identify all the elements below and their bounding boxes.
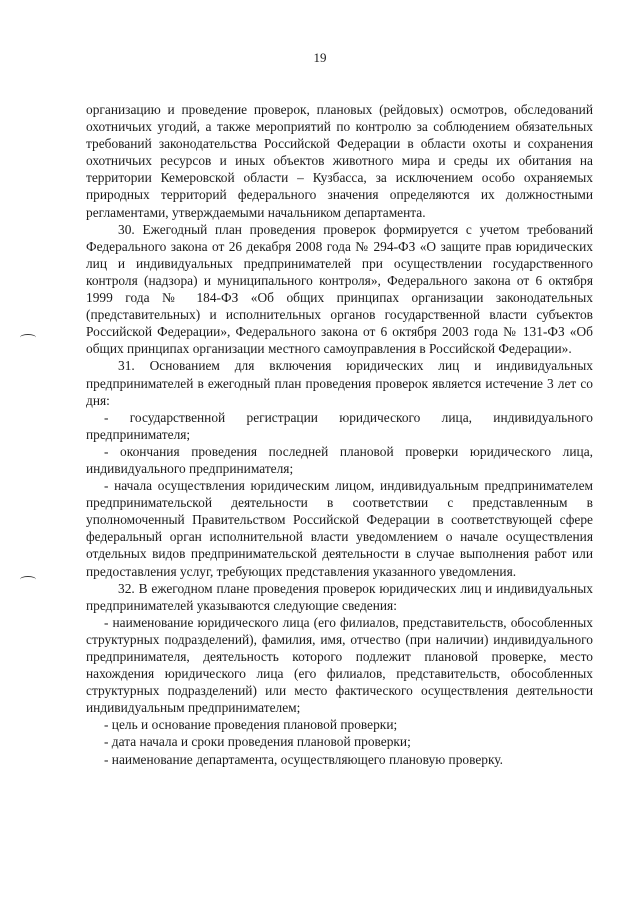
paragraph-item-32: 32. В ежегодном плане проведения проверок юридических лиц и индивидуальных предпринимателей указываются следующие сведения:	[86, 580, 593, 613]
list-item: - начала осуществления юридическим лицом, индивидуальным предпринимателем предпринимательской деятельности в соответствии с представленным в уполномоченный Правительством Российской Федерации в соответствующей сфере федеральный орган исполнительной власти уведомлением о начале осуществления отдельных видов предпринимательской деятельности в случае выполнения работ или предоставления услуг, требующих представления указанного уведомления.	[86, 478, 593, 579]
list-item: - наименование юридического лица (его филиалов, представительств, обособленных структурных подразделений), фамилия, имя, отчество (при наличии) индивидуального предпринимателя, деятельность которого подлежит плановой проверке, место нахождения юридического лица (его филиалов, представительств, обособленных структурных подразделений) или место фактического осуществления деятельности индивидуальным предпринимателем;	[86, 614, 593, 716]
list-item: - наименование департамента, осуществляющего плановую проверку.	[104, 751, 503, 767]
document-body	[86, 101, 593, 768]
list-item: - цель и основание проведения плановой проверки;	[104, 717, 398, 733]
paragraph-item-31: 31. Основанием для включения юридических лиц и индивидуальных предпринимателей в ежегодный план проведения проверок является истечение 3 лет со дня:	[86, 358, 593, 408]
page-number: 19	[313, 50, 327, 65]
scan-artifact-mark	[20, 334, 36, 341]
list-item: - государственной регистрации юридического лица, индивидуального предпринимателя;	[86, 409, 593, 442]
scan-artifact-mark	[20, 576, 36, 583]
list-item: - окончания проведения последней плановой проверки юридического лица, индивидуального предпринимателя;	[86, 443, 593, 476]
list-item: - дата начала и сроки проведения плановой проверки;	[104, 734, 411, 750]
paragraph-continuation: организацию и проведение проверок, плановых (рейдовых) осмотров, обследований охотничьих угодий, а также мероприятий по контролю за соблюдением обязательных требований законодательства Российской Федерации в области охоты и сохранения охотничьих ресурсов и иных объектов животного мира и среды их обитания на территории Кемеровской области – Кузбасса, за исключением особо охраняемых природных территорий федерального значения определяются их должностными регламентами, утверждаемыми начальником департамента.	[86, 102, 593, 220]
paragraph-item-30: 30. Ежегодный план проведения проверок формируется с учетом требований Федерального закона от 26 декабря 2008 года № 294-ФЗ «О защите прав юридических лиц и индивидуальных предпринимателей при осуществлении государственного контроля (надзора) и муниципального контроля», Федерального закона от 6 октября 1999 года № 184-ФЗ «Об общих принципах организации законодательных (представительных) и исполнительных органов государственной власти субъектов Российской Федерации», Федерального закона от 6 октября 2003 года № 131-ФЗ «Об общих принципах организации местного самоуправления в Российской Федерации».	[86, 221, 593, 357]
